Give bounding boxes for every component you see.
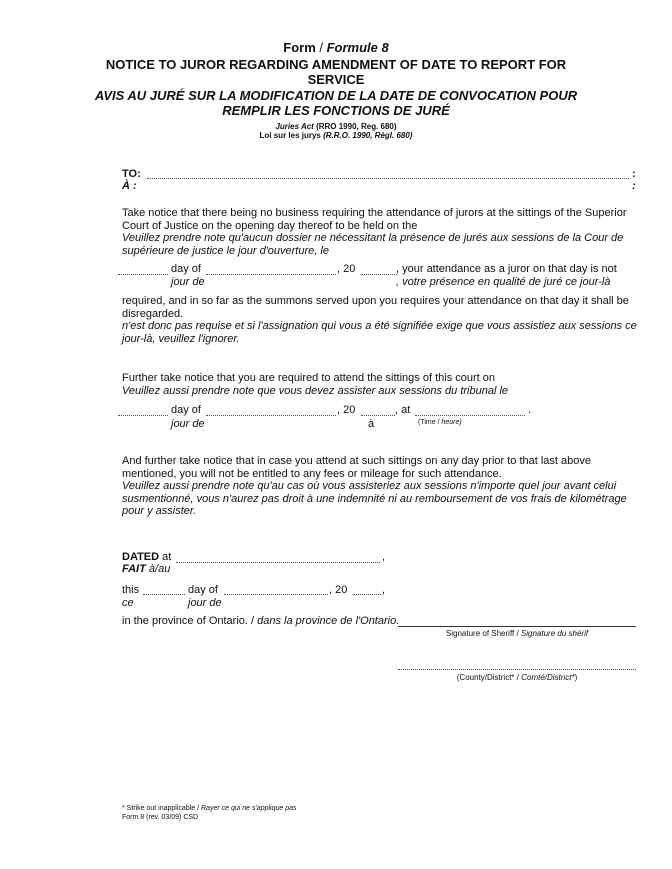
para2-jour-de: jour de — [171, 418, 205, 430]
to-colon-en: : — [632, 168, 636, 180]
para1-en: Take notice that there being no business requiring the attendance of jurors at the sittings of the Superior Court of Justice on the opening day thereof to be held on the — [122, 207, 627, 232]
sheriff-label-sep: / — [514, 629, 521, 638]
time-label-en: (Time — [418, 419, 436, 426]
sheriff-label-fr: Signature du shérif — [520, 629, 589, 638]
county-label-close: ) — [574, 673, 578, 682]
dated-label-fr — [122, 563, 170, 575]
para3-fr: Veuillez aussi prendre note qu'au cas où vous assisteriez aux sessions n'importe quel jour avant celui susmentionné, vous n'aurez pas droit à une indemnité ni au remboursement de vos frais de kilométrage pour y assister. — [122, 480, 627, 517]
dated-at: at — [159, 551, 172, 563]
sheriff-signature-label — [398, 629, 636, 638]
para1-fr: Veuillez prendre note qu'aucun dossier ne nécessitant la présence de jurés aux sessions de la Cour de supérieure de justice le jour d'ouverture, le — [122, 232, 624, 257]
para1-year-field[interactable] — [361, 274, 397, 275]
para2-year-field[interactable] — [361, 415, 395, 416]
act-reference-fr — [0, 131, 672, 140]
title-fr-line-1: AVIS AU JURÉ SUR LA MODIFICATION DE LA DATE DE CONVOCATION POUR — [94, 88, 578, 103]
county-label-en: (County/District* / — [456, 673, 522, 682]
sheriff-signature-line[interactable] — [398, 626, 636, 627]
para2-a: à — [368, 418, 375, 430]
para2-period: . — [528, 404, 532, 416]
fait-a-au: à/au — [145, 563, 171, 575]
para1-day-field[interactable] — [118, 274, 168, 275]
dated-jour-de: jour de — [188, 597, 222, 609]
title-en-line-2: SERVICE — [307, 72, 365, 87]
act-ref-fr: (R.R.O. 1990, Règl. 680) — [320, 131, 413, 140]
form-number — [0, 40, 672, 55]
para3-en: And further take notice that in case you attend at such sittings on any day prior to that last above mentioned, you will not be entitled to any fees or mileage for such attendance. — [122, 455, 592, 480]
act-name-en: Juries Act — [275, 122, 314, 131]
dated-year-field[interactable] — [353, 594, 381, 595]
province-fr: dans la province de l'Ontario. — [257, 615, 400, 627]
dated-place-field[interactable] — [176, 562, 380, 563]
para1-month-field[interactable] — [206, 274, 336, 275]
dated-day-of: day of — [188, 584, 218, 596]
title-fr-line-2: REMPLIR LES FONCTIONS DE JURÉ — [222, 103, 450, 118]
dated-month-field[interactable] — [224, 594, 328, 595]
sheriff-label-en: Signature of Sheriff — [445, 629, 515, 638]
dated-comma: , — [382, 551, 386, 563]
county-district-label — [398, 673, 636, 682]
form-separator: / — [315, 40, 327, 55]
para2-fr: Veuillez aussi prendre note que vous devez assister aux sessions du tribunal le — [122, 385, 509, 397]
para1-required-en: required, and in so far as the summons served upon you requires your attendance on that day it shall be disregarded. — [122, 295, 629, 320]
para2-day-field[interactable] — [118, 415, 168, 416]
act-ref-en: (RRO 1990, Reg. 680) — [313, 122, 397, 131]
para2-time-label — [418, 419, 462, 426]
para1-day-of: day of — [171, 263, 201, 275]
para2-day-of: day of — [171, 404, 201, 416]
para2-en: Further take notice that you are required to attend the sittings of this court on — [122, 372, 495, 384]
footnote-strike — [122, 805, 297, 812]
para1-required-fr: n'est donc pas requise et si l'assignation qui vous a été signifiée exige que vous assistiez aux sessions ce jour-là, veuillez l'ignorer. — [122, 320, 637, 345]
footnote-fr: Rayer ce qui ne s'applique pas — [201, 805, 297, 812]
dated-comma-20: , 20 — [329, 584, 348, 596]
time-label-sep: / — [435, 419, 442, 426]
form-label-en: Form — [283, 40, 316, 55]
county-label-fr: Comté/District* — [521, 673, 575, 682]
act-name-fr: Loi sur les jurys — [259, 131, 321, 140]
form-label-fr: Formule 8 — [326, 40, 389, 55]
dated-comma-2: , — [382, 584, 386, 596]
form-revision: Form 8 (rev. 03/09) CSD — [122, 814, 199, 821]
para1-comma-20: , 20 — [337, 263, 356, 275]
dated-this: this — [122, 584, 140, 596]
dated-label-en — [122, 551, 171, 563]
province-en: in the province of Ontario. — [122, 615, 248, 627]
province-sep: / — [247, 615, 258, 627]
county-district-field[interactable] — [398, 669, 636, 670]
fait-word: FAIT — [122, 563, 146, 575]
dated-province — [122, 615, 399, 627]
para2-time-field[interactable] — [415, 415, 525, 416]
para2-at: , at — [395, 404, 411, 416]
para1-attendance-en: , your attendance as a juror on that day is not — [396, 263, 617, 275]
para2-comma-20: , 20 — [337, 404, 356, 416]
footnote-sep: / — [195, 805, 201, 812]
para2-month-field[interactable] — [206, 415, 336, 416]
para1-attendance-fr: , votre présence en qualité de juré ce jour-là — [396, 276, 611, 288]
para1-jour-de: jour de — [171, 276, 205, 288]
to-colon-fr: : — [632, 180, 636, 192]
dated-day-field[interactable] — [143, 594, 185, 595]
dated-ce: ce — [122, 597, 134, 609]
to-label-fr: À : — [122, 180, 137, 192]
act-reference-en — [0, 122, 672, 131]
to-label-en: TO: — [122, 168, 141, 180]
title-en-line-1: NOTICE TO JUROR REGARDING AMENDMENT OF DATE TO REPORT FOR — [105, 57, 567, 72]
dated-word: DATED — [122, 551, 160, 563]
time-label-fr: heure) — [441, 419, 462, 426]
to-name-field[interactable] — [147, 178, 629, 179]
footnote-en: * Strike out inapplicable — [122, 805, 196, 812]
